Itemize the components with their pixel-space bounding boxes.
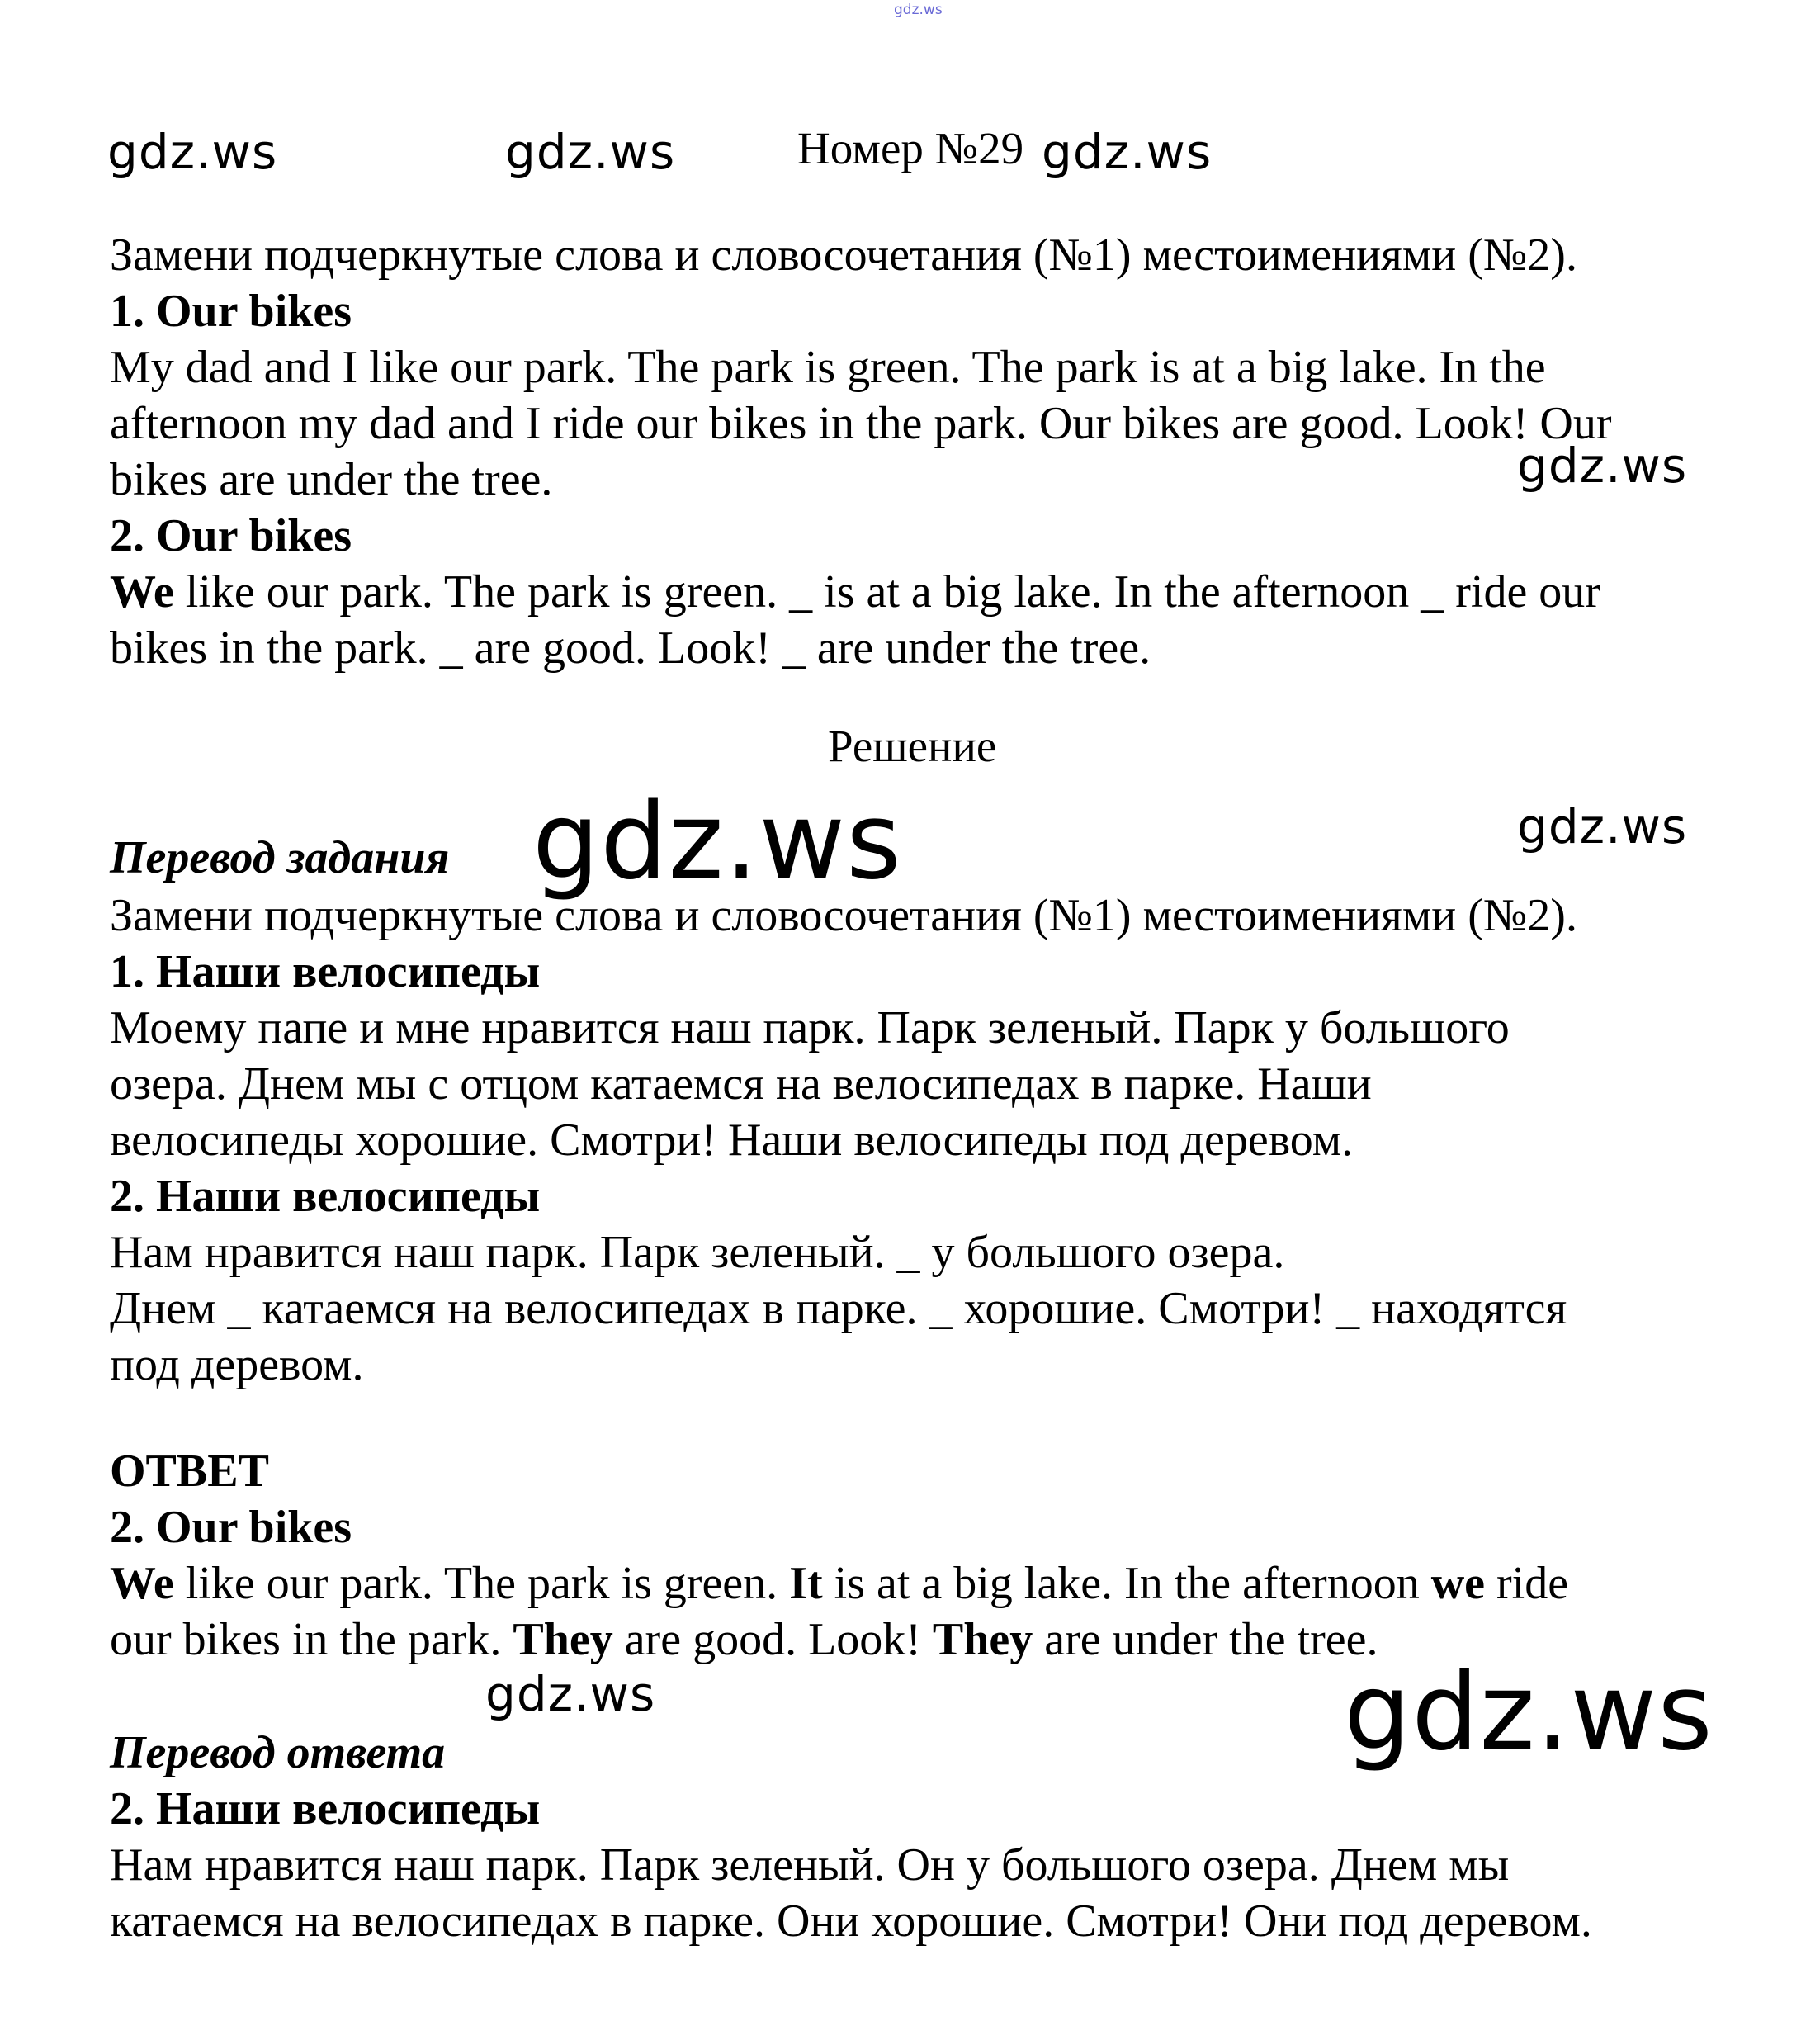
watermark: gdz.ws <box>532 780 902 903</box>
task-part1-title: 1. Our bikes <box>110 286 352 337</box>
answer-title: 2. Our bikes <box>110 1502 352 1553</box>
top-watermark: gdz.ws <box>894 2 943 18</box>
page-title: Номер №29 <box>797 123 1024 173</box>
translation-part2-line: под деревом. <box>110 1339 364 1390</box>
text-span: like our park. The park is green. <box>173 1558 790 1609</box>
text-span: our bikes in the park. <box>110 1614 513 1665</box>
bold-word: It <box>789 1558 823 1609</box>
task-part2-line: bikes in the park. _ are good. Look! _ are under the tree. <box>110 622 1151 674</box>
bold-word: They <box>932 1614 1033 1665</box>
task-part1-line: afternoon my dad and I ride our bikes in the park. Our bikes are good. Look! Our <box>110 398 1612 449</box>
watermark: gdz.ws <box>505 124 676 180</box>
bold-word: we <box>1430 1558 1485 1609</box>
bold-word: We <box>110 566 174 618</box>
translation-answer-line: катаемся на велосипедах в парке. Они хорошие. Смотри! Они под деревом. <box>110 1896 1592 1947</box>
watermark: gdz.ws <box>1042 124 1213 180</box>
watermark: gdz.ws <box>1517 798 1688 854</box>
translation-answer-line: Нам нравится наш парк. Парк зеленый. Он у большого озера. Днем мы <box>110 1839 1510 1891</box>
task-part1-line: bikes are under the tree. <box>110 454 553 505</box>
translation-part2-line: Нам нравится наш парк. Парк зеленый. _ у большого озера. <box>110 1227 1285 1278</box>
translation-answer-title: 2. Наши велосипеды <box>110 1783 541 1834</box>
translation-part1-title: 1. Наши велосипеды <box>110 946 541 997</box>
text-span: ride <box>1484 1558 1569 1609</box>
watermark: gdz.ws <box>485 1666 656 1722</box>
answer-line <box>110 1612 1378 1668</box>
translation-part1-line: Моему папе и мне нравится наш парк. Парк зеленый. Парк у большого <box>110 1002 1510 1053</box>
task-part2-title: 2. Our bikes <box>110 510 352 561</box>
task-part1-line: My dad and I like our park. The park is green. The park is at a big lake. In the <box>110 342 1546 393</box>
watermark: gdz.ws <box>107 124 278 180</box>
answer-heading: ОТВЕТ <box>110 1446 269 1497</box>
translation-task-heading: Перевод задания <box>110 832 450 883</box>
translation-part2-line: Днем _ катаемся на велосипедах в парке. _ хорошие. Смотри! _ находятся <box>110 1283 1567 1334</box>
answer-line <box>110 1555 1568 1612</box>
task-part2-line <box>110 564 1600 620</box>
text-span: is at a big lake. In the afternoon <box>822 1558 1431 1609</box>
translation-part2-title: 2. Наши велосипеды <box>110 1171 541 1222</box>
bold-word: We <box>110 1558 174 1609</box>
solution-label: Решение <box>828 721 997 771</box>
text-span: are under the tree. <box>1033 1614 1378 1665</box>
bold-word: They <box>513 1614 613 1665</box>
translation-instruction: Замени подчеркнутые слова и словосочетания (№1) местоимениями (№2). <box>110 890 1577 941</box>
translation-part1-line: озера. Днем мы с отцом катаемся на велосипедах в парке. Наши <box>110 1058 1372 1110</box>
translation-part1-line: велосипеды хорошие. Смотри! Наши велосипеды под деревом. <box>110 1115 1354 1166</box>
translation-answer-heading: Перевод ответа <box>110 1727 446 1778</box>
text-span: like our park. The park is green. _ is at a big lake. In the afternoon _ ride our <box>173 566 1600 618</box>
watermark: gdz.ws <box>1344 1651 1714 1774</box>
watermark: gdz.ws <box>1517 438 1688 494</box>
text-span: are good. Look! <box>612 1614 933 1665</box>
task-instruction: Замени подчеркнутые слова и словосочетания (№1) местоимениями (№2). <box>110 230 1577 281</box>
